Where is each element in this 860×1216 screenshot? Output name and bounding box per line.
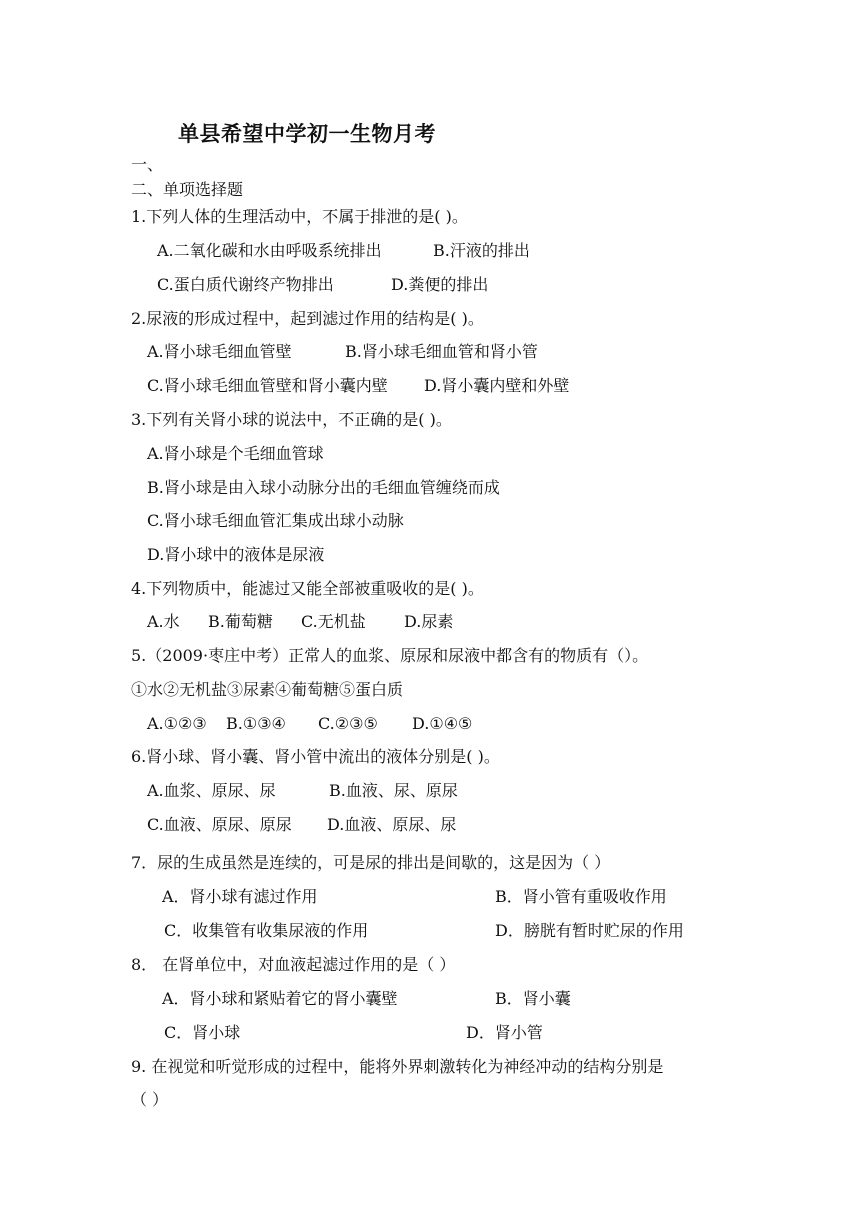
question-3-option-c: C.肾小球毛细血管汇集成出球小动脉 — [147, 511, 404, 530]
question-8-option-b: B．肾小囊 — [495, 989, 571, 1008]
question-1-option-c: C.蛋白质代谢终产物排出 — [157, 275, 334, 294]
question-5-option-b: B.①③④ — [226, 714, 286, 733]
question-3-option-d: D.肾小球中的液体是尿液 — [147, 545, 325, 564]
question-7-option-b: B．肾小管有重吸收作用 — [495, 887, 667, 906]
question-3-stem: 3.下列有关肾小球的说法中，不正确的是( )。 — [131, 410, 452, 429]
section-two-heading: 二、单项选择题 — [131, 180, 244, 199]
question-9-stem: 9. 在视觉和听觉形成的过程中，能将外界刺激转化为神经冲动的结构分别是 — [131, 1057, 664, 1076]
question-7-option-c: C．收集管有收集尿液的作用 — [164, 921, 369, 940]
question-5-option-c: C.②③⑤ — [318, 714, 378, 733]
question-5-option-d: D.①④⑤ — [412, 714, 473, 733]
question-8-option-d: D．肾小管 — [466, 1023, 543, 1042]
question-4-option-d: D.尿素 — [404, 612, 454, 631]
question-1-stem: 1.下列人体的生理活动中，不属于排泄的是( )。 — [131, 207, 468, 226]
question-5-items: ①水②无机盐③尿素④葡萄糖⑤蛋白质 — [131, 680, 404, 699]
question-2-option-c: C.肾小球毛细血管壁和肾小囊内壁 — [147, 376, 388, 395]
question-7-option-d: D．膀胱有暂时贮尿的作用 — [495, 921, 684, 940]
question-3-option-a: A.肾小球是个毛细血管球 — [147, 444, 324, 463]
question-8-stem: 8． 在肾单位中，对血液起滤过作用的是（ ） — [131, 955, 456, 974]
question-2-option-d: D.肾小囊内壁和外壁 — [424, 376, 570, 395]
question-4-option-a: A.水 — [147, 612, 180, 631]
question-2-option-b: B.肾小球毛细血管和肾小管 — [345, 342, 538, 361]
question-3-option-b: B.肾小球是由入球小动脉分出的毛细血管缠绕而成 — [147, 478, 500, 497]
question-2-stem: 2.尿液的形成过程中，起到滤过作用的结构是( )。 — [131, 309, 484, 328]
question-9-answer-paren: （ ） — [131, 1090, 169, 1109]
question-7-stem: 7．尿的生成虽然是连续的，可是尿的排出是间歇的，这是因为（ ） — [131, 853, 611, 872]
question-2-option-a: A.肾小球毛细血管壁 — [147, 342, 292, 361]
question-8-option-a: A．肾小球和紧贴着它的肾小囊壁 — [162, 989, 398, 1008]
page-title: 单县希望中学初一生物月考 — [178, 121, 436, 146]
question-6-option-a: A.血浆、原尿、尿 — [147, 781, 276, 800]
question-4-option-c: C.无机盐 — [301, 612, 366, 631]
question-6-option-c: C.血液、原尿、原尿 — [147, 815, 292, 834]
question-8-option-c: C．肾小球 — [164, 1023, 241, 1042]
question-4-stem: 4.下列物质中，能滤过又能全部被重吸收的是( )。 — [131, 579, 484, 598]
question-1-option-a: A.二氧化碳和水由呼吸系统排出 — [157, 241, 382, 260]
question-5-stem: 5.（2009·枣庄中考）正常人的血浆、原尿和尿液中都含有的物质有（）。 — [131, 646, 649, 665]
question-4-option-b: B.葡萄糖 — [208, 612, 273, 631]
question-1-option-d: D.粪便的排出 — [391, 275, 489, 294]
question-5-option-a: A.①②③ — [147, 714, 207, 733]
question-6-option-b: B.血液、尿、原尿 — [329, 781, 458, 800]
question-7-option-a: A．肾小球有滤过作用 — [162, 887, 318, 906]
question-6-stem: 6.肾小球、肾小囊、肾小管中流出的液体分别是( )。 — [131, 747, 500, 766]
question-6-option-d: D.血液、原尿、尿 — [327, 815, 457, 834]
question-1-option-b: B.汗液的排出 — [433, 241, 530, 260]
section-one: 一、 — [131, 155, 164, 174]
